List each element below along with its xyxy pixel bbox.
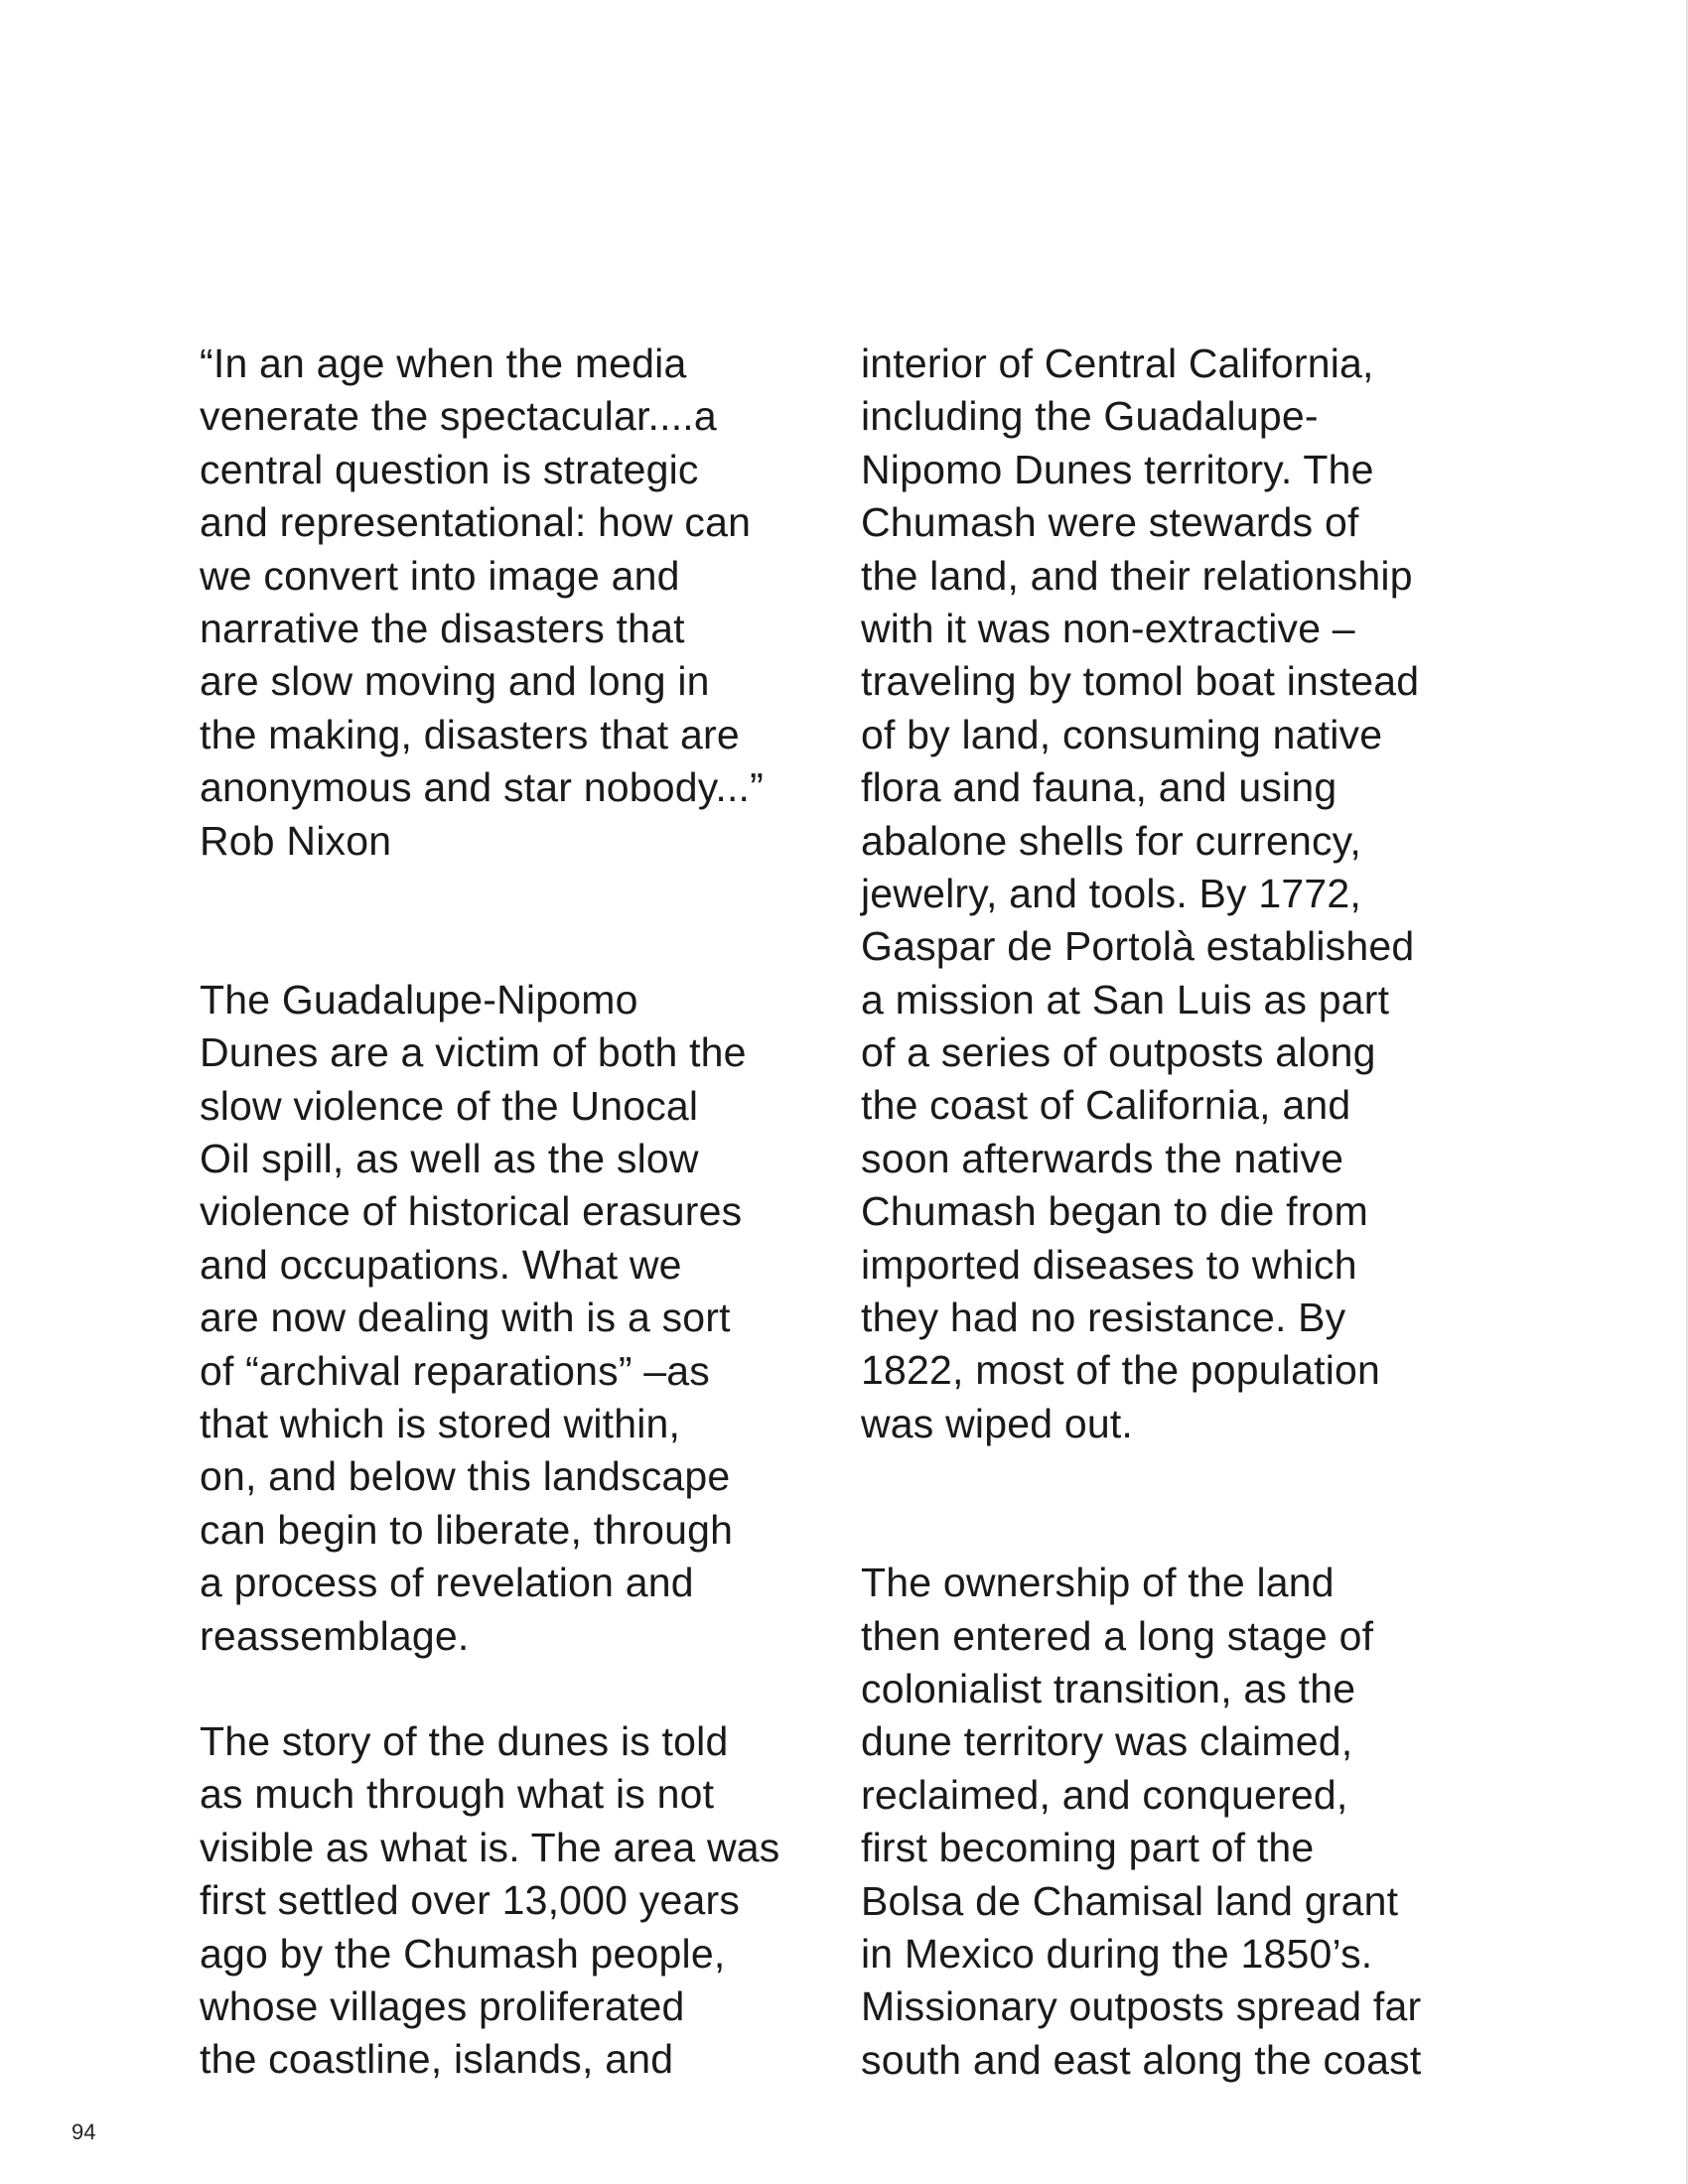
text-line: and occupations. What we — [200, 1241, 682, 1288]
text-line: jewelry, and tools. By 1772, — [861, 870, 1361, 916]
text-line: colonialist transition, as the — [861, 1665, 1356, 1711]
text-line: the coastline, islands, and — [200, 2036, 674, 2083]
text-line: venerate the spectacular....a — [200, 393, 717, 440]
text-line: soon afterwards the native — [861, 1135, 1344, 1181]
text-line: south and east along the coast — [861, 2036, 1422, 2083]
text-line: violence of historical erasures — [200, 1188, 743, 1235]
text-line: then entered a long stage of — [861, 1612, 1374, 1659]
paragraph-story-of-dunes — [200, 1715, 855, 2087]
text-line: with it was non-extractive – — [861, 605, 1355, 651]
text-line: interior of Central California, — [861, 341, 1374, 386]
text-line: flora and fauna, and using — [861, 764, 1337, 811]
text-line: the land, and their relationship — [861, 552, 1413, 599]
text-line: was wiped out. — [861, 1400, 1134, 1446]
text-line: anonymous and star nobody...” — [200, 764, 764, 811]
text-line: The ownership of the land — [861, 1560, 1335, 1606]
spacer — [200, 1663, 855, 1715]
text-line: are slow moving and long in — [200, 658, 710, 705]
text-line: on, and below this landscape — [200, 1453, 731, 1500]
text-line: of by land, consuming native — [861, 711, 1383, 757]
text-line: “In an age when the media — [200, 341, 687, 386]
paragraph-land-ownership — [861, 1557, 1516, 2087]
page-number: 94 — [71, 2119, 96, 2144]
text-line: Dunes are a victim of both the — [200, 1029, 747, 1076]
text-line: a process of revelation and — [200, 1560, 694, 1606]
text-line: Bolsa de Chamisal land grant — [861, 1877, 1399, 1924]
text-line: that which is stored within, — [200, 1401, 681, 1447]
text-line: Oil spill, as well as the slow — [200, 1136, 699, 1182]
paragraph-dunes-victim — [200, 974, 855, 1663]
text-line: Chumash began to die from — [861, 1188, 1368, 1235]
spacer — [200, 868, 855, 974]
text-line: ago by the Chumash people, — [200, 1930, 726, 1977]
epigraph-quote — [200, 338, 855, 815]
text-line: we convert into image and — [200, 552, 680, 599]
text-line: The story of the dunes is told — [200, 1717, 729, 1764]
epigraph-attribution: Rob Nixon — [200, 817, 392, 864]
text-line: narrative the disasters that — [200, 605, 685, 651]
text-line: are now dealing with is a sort — [200, 1295, 731, 1341]
text-line: of a series of outposts along — [861, 1029, 1376, 1076]
text-line: in Mexico during the 1850’s. — [861, 1930, 1373, 1977]
text-line: reclaimed, and conquered, — [861, 1771, 1348, 1818]
text-line: whose villages proliferated — [200, 1982, 685, 2029]
text-line: visible as what is. The area was — [200, 1824, 780, 1870]
text-line: Chumash were stewards of — [861, 499, 1359, 546]
text-line: the making, disasters that are — [200, 711, 740, 757]
text-line: The Guadalupe-Nipomo — [200, 976, 638, 1023]
text-line: the coast of California, and — [861, 1082, 1351, 1129]
text-line: 1822, most of the population — [861, 1347, 1381, 1394]
text-line: traveling by tomol boat instead — [861, 658, 1420, 705]
text-line: central question is strategic — [200, 446, 699, 492]
text-line: including the Guadalupe- — [861, 393, 1319, 440]
text-line: a mission at San Luis as part — [861, 976, 1390, 1023]
text-line: first settled over 13,000 years — [200, 1877, 741, 1924]
text-line: Nipomo Dunes territory. The — [861, 446, 1374, 492]
text-line: of “archival reparations” –as — [200, 1347, 710, 1394]
text-line: Missionary outposts spread far — [861, 1983, 1422, 2030]
text-line: first becoming part of the — [861, 1825, 1315, 1871]
text-line: imported diseases to which — [861, 1241, 1357, 1288]
paragraph-chumash-history — [861, 338, 1516, 1450]
text-line: Gaspar de Portolà established — [861, 923, 1415, 970]
text-line: abalone shells for currency, — [861, 817, 1361, 864]
text-line: reassemblage. — [200, 1612, 470, 1659]
text-line: they had no resistance. By — [861, 1295, 1346, 1341]
text-line: slow violence of the Unocal — [200, 1082, 699, 1129]
text-line: as much through what is not — [200, 1771, 715, 1818]
text-line: can begin to liberate, through — [200, 1506, 734, 1553]
right-column — [861, 338, 1516, 2087]
text-line: dune territory was claimed, — [861, 1718, 1353, 1765]
text-line: and representational: how can — [200, 499, 752, 546]
left-column — [200, 338, 855, 2087]
spacer — [861, 1450, 1516, 1557]
